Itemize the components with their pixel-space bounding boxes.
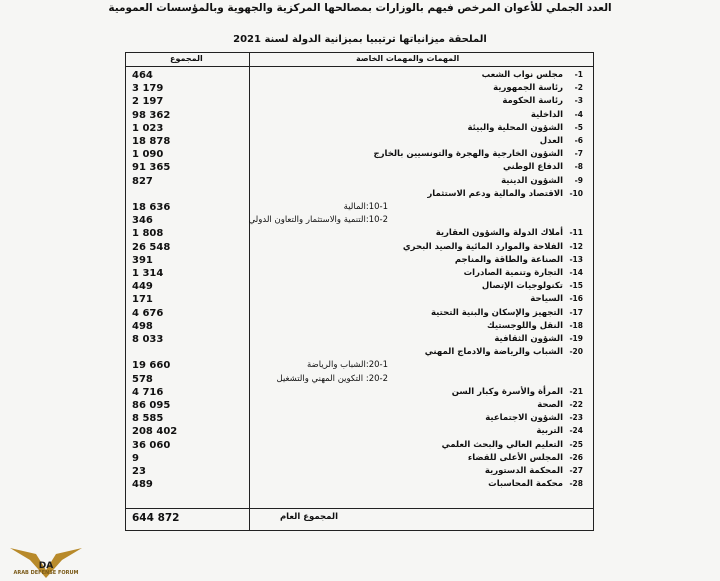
- row-number: -25: [569, 439, 583, 449]
- row-mission-name: المرأة والأسرة وكبار السن: [451, 386, 563, 397]
- table-row: [126, 466, 593, 479]
- table-row: [126, 308, 593, 321]
- row-sub-mission-name: 20-2: التكوين المهني والتشغيل: [276, 373, 388, 384]
- row-total-value: 208 402: [132, 426, 178, 438]
- row-mission-name: رئاسة الجمهورية: [493, 83, 563, 94]
- document-subtitle: الملحقة ميزانياتها ترتيبيا بميزانية الدولة لسنة 2021: [233, 34, 487, 45]
- row-total-value: 91 365: [132, 162, 171, 174]
- table-row: [126, 479, 593, 492]
- row-total-value: 23: [132, 466, 146, 477]
- row-total-value: 391: [132, 254, 153, 266]
- table-row: [126, 294, 593, 307]
- row-number: -22: [569, 400, 583, 409]
- table-row: [126, 149, 593, 162]
- row-number: -9: [574, 175, 583, 185]
- header-divider: [126, 66, 593, 67]
- table-row: [126, 189, 593, 202]
- row-number: -4: [574, 109, 583, 119]
- row-number: -14: [569, 268, 583, 277]
- table-row: [126, 242, 593, 255]
- row-number: -8: [574, 162, 583, 172]
- row-total-value: 1 023: [132, 122, 164, 134]
- row-sub-mission-name: 20-1:الشباب والرياضة: [306, 360, 388, 371]
- row-mission-name: الشؤون الاجتماعية: [485, 413, 563, 424]
- row-total-value: 1 314: [132, 268, 164, 279]
- table-row: [126, 162, 593, 175]
- row-number: -3: [574, 96, 583, 106]
- row-mission-name: الداخلية: [530, 109, 563, 120]
- row-mission-name: النقل واللوجستيك: [486, 320, 563, 331]
- row-mission-name: السياحة: [530, 294, 563, 305]
- table-row: [126, 334, 593, 347]
- row-mission-name: المجلس الأعلى للقضاء: [467, 452, 563, 463]
- row-mission-name: الشؤون المحلية والبيئة: [467, 122, 563, 133]
- row-number: -16: [569, 294, 583, 304]
- row-mission-name: مجلس نواب الشعب: [481, 70, 563, 80]
- row-total-value: 36 060: [132, 439, 171, 451]
- row-number: -6: [574, 136, 583, 145]
- row-total-value: 8 033: [132, 334, 164, 345]
- table-row: [126, 387, 593, 400]
- row-total-value: 18 878: [132, 136, 171, 147]
- row-number: -17: [569, 307, 583, 317]
- column-header-mission: المهمات والمهمات الخاصة: [356, 54, 460, 63]
- table-row: [126, 176, 593, 189]
- row-mission-name: الدفاع الوطني: [502, 162, 563, 173]
- row-number: -24: [569, 426, 583, 436]
- row-number: -27: [569, 466, 583, 475]
- row-total-value: 1 090: [132, 149, 164, 161]
- row-mission-name: التجارة وتنمية الصادرات: [463, 268, 563, 278]
- row-number: -18: [569, 320, 583, 330]
- row-number: -2: [574, 83, 583, 93]
- table-row: [126, 321, 593, 334]
- row-mission-name: محكمة المحاسبات: [488, 479, 563, 490]
- row-mission-name: المحكمة الدستورية: [484, 466, 563, 476]
- table-row: [126, 453, 593, 466]
- row-total-value: 8 585: [132, 413, 164, 425]
- row-sub-mission-name: 10-1:المالية: [343, 202, 388, 212]
- row-total-value: 449: [132, 281, 153, 293]
- total-divider: [126, 508, 593, 509]
- row-total-value: 86 095: [132, 400, 171, 411]
- row-number: -15: [569, 281, 583, 291]
- row-total-value: 2 197: [132, 96, 164, 108]
- table-row: [126, 136, 593, 149]
- row-number: -13: [569, 254, 583, 264]
- table-row: [126, 255, 593, 268]
- row-mission-name: التجهيز والإسكان والبنية التحتية: [431, 307, 563, 318]
- row-number: -1: [574, 70, 583, 79]
- table-row: [126, 268, 593, 281]
- row-total-value: 489: [132, 479, 153, 491]
- row-total-value: 578: [132, 373, 153, 385]
- row-number: -10: [569, 188, 583, 198]
- row-number: -28: [569, 479, 583, 489]
- logo-letters: DA: [38, 561, 54, 571]
- table-row: [126, 440, 593, 453]
- grand-total-value: 644 872: [132, 512, 180, 524]
- row-total-value: 18 636: [132, 202, 171, 213]
- table-row: [126, 83, 593, 96]
- logo-caption: ARAB DEFENSE FORUM: [13, 570, 79, 576]
- row-mission-name: الصناعة والطاقة والمناجم: [454, 254, 563, 265]
- row-number: -23: [569, 413, 583, 423]
- row-mission-name: أملاك الدولة والشؤون العقارية: [435, 228, 563, 239]
- row-number: -11: [569, 228, 583, 238]
- row-mission-name: العدل: [539, 136, 563, 146]
- row-mission-name: الشباب والرياضة والادماج المهني: [424, 347, 563, 358]
- row-number: -20: [569, 347, 583, 357]
- table-row: [126, 426, 593, 439]
- table-row: [126, 374, 593, 387]
- row-total-value: 464: [132, 70, 153, 81]
- row-total-value: 346: [132, 215, 153, 227]
- row-total-value: 4 676: [132, 307, 164, 319]
- row-total-value: 498: [132, 320, 153, 332]
- table-row: [126, 281, 593, 294]
- table-row: [126, 96, 593, 109]
- row-total-value: 98 362: [132, 109, 171, 121]
- row-mission-name: الصحة: [537, 400, 563, 410]
- row-mission-name: الشؤون الخارجية والهجرة والتونسيين بالخارج: [373, 149, 563, 160]
- table-row: [126, 413, 593, 426]
- row-number: -7: [574, 149, 583, 159]
- document-title: العدد الجملي للأعوان المرخص فيهم بالوزارات بمصالحها المركزية والجهوية وبالمؤسسات العمومية: [108, 2, 612, 14]
- row-sub-mission-name: 10-2:التنمية والاستثمار والتعاون الدولي: [248, 215, 388, 226]
- table-row: [126, 228, 593, 241]
- row-mission-name: التعليم العالي والبحث العلمي: [441, 439, 563, 450]
- table-row: [126, 70, 593, 83]
- column-header-total: المجموع: [170, 54, 203, 63]
- row-total-value: 9: [132, 452, 139, 464]
- grand-total-row: [126, 512, 593, 525]
- row-mission-name: التربية: [536, 426, 563, 437]
- row-number: -19: [569, 334, 583, 343]
- table-row: [126, 400, 593, 413]
- row-total-value: 19 660: [132, 360, 171, 372]
- row-mission-name: الفلاحة والموارد المائية والصيد البحري: [402, 241, 563, 252]
- table-row: [126, 202, 593, 215]
- grand-total-label: المجموع العام: [279, 512, 338, 522]
- row-mission-name: الاقتصاد والمالية ودعم الاستثمار: [427, 188, 563, 199]
- table-row: [126, 215, 593, 228]
- row-total-value: 4 716: [132, 386, 164, 398]
- table-row: [126, 347, 593, 360]
- row-number: -12: [569, 241, 583, 251]
- staff-table: [125, 52, 594, 531]
- row-mission-name: الشؤون الثقافية: [494, 334, 563, 344]
- table-row: [126, 360, 593, 373]
- row-total-value: 26 548: [132, 241, 171, 253]
- table-row: [126, 123, 593, 136]
- row-number: -5: [574, 122, 583, 132]
- row-number: -21: [569, 386, 583, 396]
- row-total-value: 827: [132, 175, 153, 187]
- row-number: -26: [569, 452, 583, 462]
- row-mission-name: تكنولوجيات الإتصال: [481, 281, 563, 292]
- table-row: [126, 110, 593, 123]
- row-mission-name: الشؤون الدينية: [501, 175, 563, 186]
- row-total-value: 3 179: [132, 83, 164, 95]
- row-mission-name: رئاسة الحكومة: [502, 96, 563, 107]
- row-total-value: 1 808: [132, 228, 164, 240]
- row-total-value: 171: [132, 294, 153, 306]
